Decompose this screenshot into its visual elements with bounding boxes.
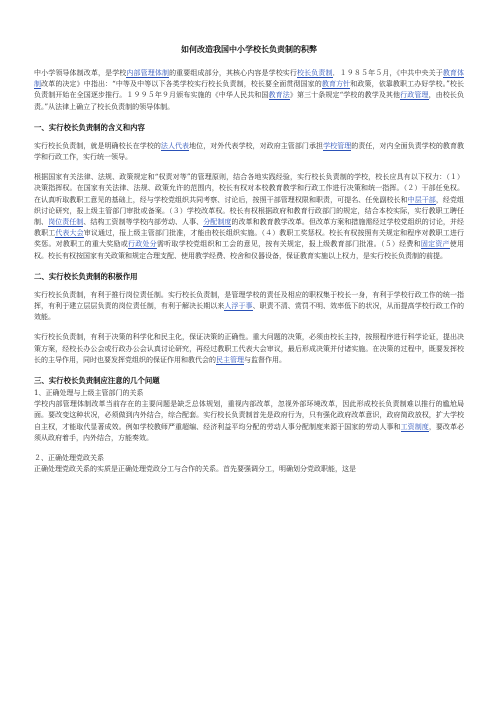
keyword-link[interactable]: 中层干部 — [407, 195, 436, 204]
text-run: 实行校长负责制，就是明确校长在学校的 — [34, 141, 161, 150]
text-run: 改革的决定》中指出：“中等及中等以下各类学校实行校长负责制，校长要全面贯彻国家的 — [41, 80, 322, 89]
section-2-paragraph-1 — [34, 290, 464, 324]
text-run: 中小学领导体制改革，是学校 — [34, 69, 127, 77]
document-page — [34, 44, 464, 484]
text-run: 需听取学校党组织和工会的意见，按有关规定，报上级教育部门批准。（５）经费和 — [156, 240, 421, 249]
text-run: ，由校长负责。”从法律上确立了校长负责制的领导体制。 — [34, 91, 465, 111]
keyword-link[interactable]: 岗位责任制 — [48, 218, 84, 227]
text-run: 根据国家有关法律、法规、政策规定和“权责对等”的管理原则，结合各地实践经验，实行校长负责制的学校，校长应具有以下权力：（１）决策指挥权。在国家有关法律、法规、政策允许的范围内，校长有权对本校教育教学和行政工作进行决策和统一指挥。（２）干部任免权。在认真听取教职工意见的基础上，经与学校党组织共同考察、讨论后，按照干部管理权限和职责，可提名、任免副校长和 — [34, 173, 464, 204]
text-run: 实行校长负责制，有利于决策的科学化和民主化，保证决策的正确性。重大问题的决策，必须由校长主持，按照程序进行科学论证，提出决策方案，经校长办公会或行政办公会认真讨论研究，再经过教职工代表大会审议，最后形成决策并付诸实施。在决策的过程中，既要发挥校长的主导作用，同时也要发挥党组织的保证作用和教代会的 — [34, 333, 464, 364]
text-run: 的改革和教育教学改革。但改革方案和措施需经过学校党组织的讨论，并经教职工 — [34, 218, 465, 238]
text-run: 地位，对外代表学校，对政府主管部门承担 — [189, 141, 324, 150]
text-run: 与监督作用。 — [244, 355, 286, 364]
section-2-heading: 二、实行校长负责制的积极作用 — [34, 271, 138, 281]
section-3-paragraph-2 — [34, 464, 464, 475]
text-run: 使用权。校长有权按国家有关政策和规定合理支配、使用教学经费、校舍和仪器设备，保证教育实施以上权力，是实行校长负责制的前提。 — [34, 240, 465, 260]
document-title: 如何改造我国中小学校长负责制的积弊 — [181, 44, 317, 54]
text-run: ，要改革必须从政府着手，内外结合，方能奏效。 — [34, 422, 465, 442]
section-3-heading: 三、实行校长负责制应注意的几个问题 — [34, 376, 160, 386]
section-3-subheading-1: 1、正确处理与上级主管部门的关系 — [34, 389, 144, 398]
text-run: 、职责不清、赏罚不明、效率低下的状况，从而提高学校行政工作的效能。 — [34, 302, 465, 322]
keyword-link[interactable]: 行政处分 — [127, 240, 157, 249]
section-3-paragraph-1 — [34, 399, 464, 444]
section-3-subheading-2: ２、正确处理党政关系 — [34, 454, 104, 463]
keyword-link[interactable]: 代表大会 — [55, 229, 84, 238]
text-run: 审议通过，报上级主管部门批准，才能由校长组织实施。（４）教职工奖惩权。校长有权按照有关规定和程序对教职工进行奖惩。对教职工的重大奖励或 — [34, 229, 465, 249]
text-run: 正确处理党政关系的实质是正确处理党政分工与合作的关系。首先要强调分工，明确划分党政职能，这是 — [34, 465, 356, 474]
keyword-link[interactable]: 教育法 — [268, 91, 290, 100]
keyword-link[interactable]: 学校管理 — [323, 141, 352, 150]
text-run: 学校内部管理体制改革当前存在的主要问题是缺乏总体规划，重视内部改革，忽视外部环境改革，因此形成校长负责制难以推行的尴尬局面。要改变这种状况，必须做到内外结合，综合配套。实行校长负责制首先是政府行为，只有强化政府改革意识，政府简政放权，扩大学校自主权，才能取代显著成效。例如学校教师严重超编、经济利益平均分配的劳动人事分配制度来源于国家的劳动人事和 — [34, 400, 464, 431]
text-run: 、结构工资制等学校内部劳动、人事、 — [83, 218, 204, 227]
keyword-link[interactable]: 内部管理体制 — [126, 69, 170, 77]
keyword-link[interactable]: 校长负责制 — [297, 69, 333, 77]
keyword-link[interactable]: 人浮于事 — [224, 302, 253, 311]
section-1-paragraph-1 — [34, 141, 464, 163]
section-2-paragraph-2 — [34, 332, 464, 366]
text-run: 》第三十条规定“学校的教学及其他 — [289, 91, 401, 100]
keyword-link[interactable]: 行政管理 — [400, 91, 429, 100]
text-run: ．１９８５年５月，《中共中央关于 — [332, 69, 443, 77]
keyword-link[interactable]: 教育方针 — [321, 80, 351, 89]
keyword-link[interactable]: 教育体制 — [34, 69, 465, 89]
text-run: 的重要组成部分，其核心内容是学校实行 — [169, 69, 298, 77]
section-1-heading: 一、实行校长负责制的含义和内容 — [34, 122, 145, 132]
keyword-link[interactable]: 法人代表 — [160, 141, 190, 150]
section-1-paragraph-2 — [34, 172, 464, 262]
text-run: 和政策，依靠教职工办好学校。”校长负责制开始在全国逐步推行。１９９５年９月颁布实施的《中华人民共和国 — [34, 80, 465, 100]
intro-paragraph — [34, 68, 464, 113]
text-run: 实行校长负责制，有利于推行岗位责任制。实行校长负责制，是管理学校的责任及相应的职权集于校长一身，有利于学校行政工作的统一指挥，有利于建立层层负责的岗位责任制，有利于解决长期以来 — [34, 290, 464, 311]
text-run: 的责任，对内全面负责学校的教育教学和行政工作，实行统一领导。 — [34, 141, 465, 162]
keyword-link[interactable]: 分配制度 — [203, 218, 232, 227]
keyword-link[interactable]: 固定资产 — [420, 240, 450, 249]
text-run: ，经党组织讨论研究，报上级主管部门审批或备案。（３）学校改革权。校长有权根据政府和教育行政部门的规定，结合本校实际，实行教职工聘任制、 — [34, 195, 465, 227]
keyword-link[interactable]: 工资制度 — [400, 422, 429, 431]
keyword-link[interactable]: 民主管理 — [216, 355, 244, 364]
